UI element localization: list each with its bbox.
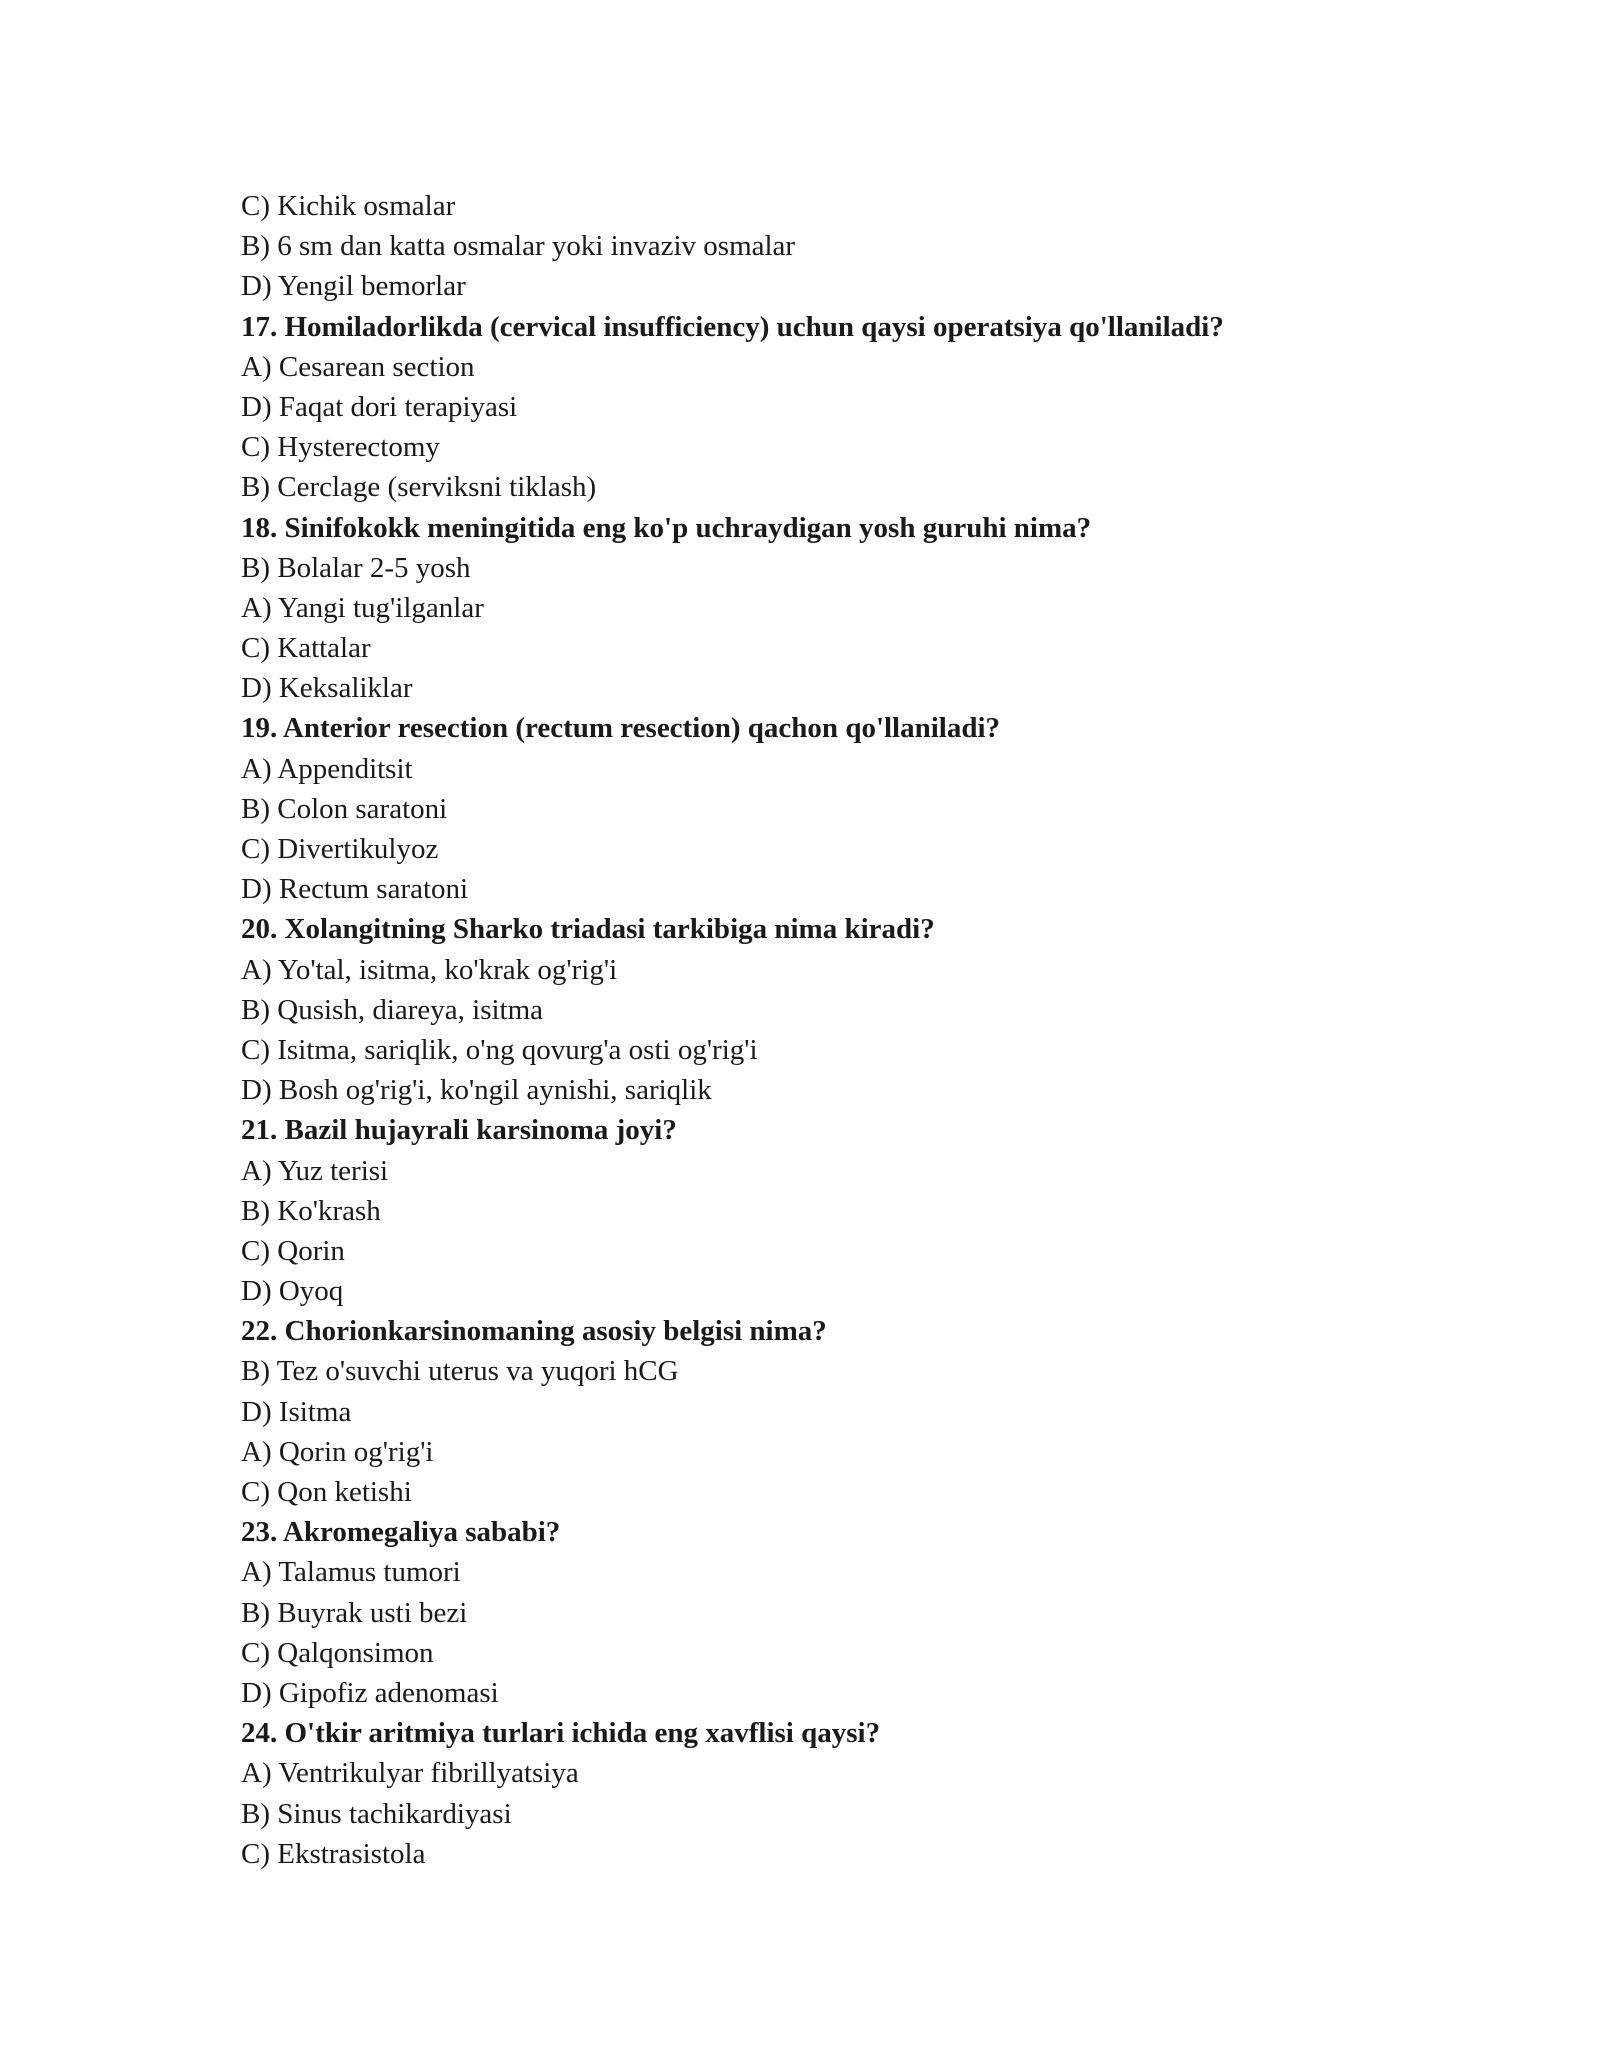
answer-option: B) Buyrak usti bezi: [241, 1596, 468, 1629]
answer-option: C) Hysterectomy: [241, 431, 440, 464]
answer-option: D) Isitma: [241, 1395, 352, 1428]
answer-option: D) Yengil bemorlar: [241, 270, 466, 303]
question-text: 18. Sinifokokk meningitida eng ko'p uchraydigan yosh guruhi nima?: [241, 511, 1092, 544]
question-text: 23. Akromegaliya sababi?: [241, 1516, 561, 1549]
answer-option: B) Colon saratoni: [241, 792, 448, 825]
answer-option: B) 6 sm dan katta osmalar yoki invaziv osmalar: [241, 230, 796, 263]
answer-option: B) Tez o'suvchi uterus va yuqori hCG: [241, 1355, 679, 1388]
answer-option: C) Kattalar: [241, 632, 371, 665]
answer-option: A) Yuz terisi: [241, 1154, 389, 1187]
answer-option: B) Sinus tachikardiyasi: [241, 1797, 512, 1830]
answer-option: D) Bosh og'rig'i, ko'ngil aynishi, sariqlik: [241, 1074, 712, 1107]
answer-option: A) Appenditsit: [241, 752, 413, 785]
question-text: 21. Bazil hujayrali karsinoma joyi?: [241, 1114, 677, 1147]
answer-option: C) Qalqonsimon: [241, 1636, 434, 1669]
answer-option: C) Divertikulyoz: [241, 833, 439, 865]
answer-option: B) Ko'krash: [241, 1194, 381, 1227]
answer-option: D) Gipofiz adenomasi: [241, 1676, 499, 1709]
answer-option: D) Faqat dori terapiyasi: [241, 390, 518, 423]
answer-option: A) Yo'tal, isitma, ko'krak og'rig'i: [241, 953, 618, 986]
answer-option: C) Ekstrasistola: [241, 1837, 426, 1870]
question-text: 19. Anterior resection (rectum resection) qachon qo'llaniladi?: [241, 712, 1001, 745]
answer-option: B) Bolalar 2-5 yosh: [241, 551, 471, 584]
answer-option: D) Oyoq: [241, 1275, 344, 1308]
answer-option: A) Yangi tug'ilganlar: [241, 591, 484, 624]
answer-option: A) Cesarean section: [241, 350, 475, 383]
answer-option: C) Isitma, sariqlik, o'ng qovurg'a osti og'rig'i: [241, 1033, 758, 1066]
question-text: 22. Chorionkarsinomaning asosiy belgisi nima?: [241, 1315, 827, 1348]
question-text: 17. Homiladorlikda (cervical insufficiency) uchun qaysi operatsiya qo'llaniladi?: [241, 310, 1224, 343]
question-text: 24. O'tkir aritmiya turlari ichida eng xavflisi qaysi?: [241, 1717, 881, 1750]
answer-option: A) Ventrikulyar fibrillyatsiya: [241, 1757, 579, 1790]
answer-option: C) Qorin: [241, 1234, 345, 1267]
question-text: 20. Xolangitning Sharko triadasi tarkibiga nima kiradi?: [241, 913, 935, 946]
answer-option: A) Talamus tumori: [241, 1556, 461, 1589]
answer-option: C) Kichik osmalar: [241, 190, 456, 222]
answer-option: D) Keksaliklar: [241, 672, 413, 705]
answer-option: B) Cerclage (serviksni tiklash): [241, 471, 597, 504]
answer-option: A) Qorin og'rig'i: [241, 1435, 434, 1468]
answer-option: D) Rectum saratoni: [241, 873, 469, 906]
answer-option: B) Qusish, diareya, isitma: [241, 993, 544, 1026]
document-page: [241, 186, 1441, 1874]
answer-option: C) Qon ketishi: [241, 1476, 412, 1508]
